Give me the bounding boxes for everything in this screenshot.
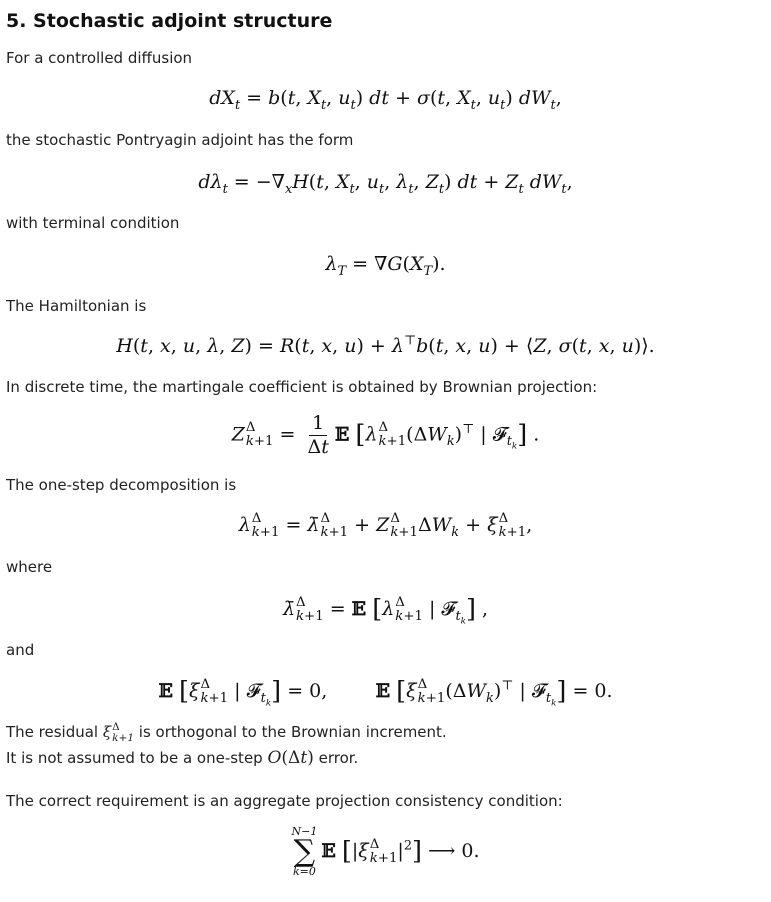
paragraph-hamiltonian: The Hamiltonian is — [6, 297, 147, 315]
equation-conditional-mean: λ̄ Δ k+1 = 𝔼 [λ Δ k+1 | 𝓕$_{t_k}$] , — [282, 594, 489, 627]
paragraph-terminal-condition: with terminal condition — [6, 214, 180, 232]
equation-sde: $dX_t = b(t$, $X_t$, $u_t$) dt + σ(t, $X_t$, $u_t$) $dW_t$, — [209, 87, 562, 113]
equation-brownian-projection: Z Δ k+1 = $\frac{1}{\Delta t}$ 𝔼 [λ Δ k+1 $(\Delta W_k)^⊤$ | 𝓕$_{t_k}$] . — [231, 412, 540, 458]
paragraph-not-assumed: It is not assumed to be a one-step O(Δt) error. — [6, 748, 359, 768]
section-heading: 5. Stochastic adjoint structure — [6, 10, 333, 32]
paragraph-and: and — [6, 641, 35, 659]
paragraph-one-step: The one-step decomposition is — [6, 476, 237, 494]
paragraph-discrete-time: In discrete time, the martingale coefficient is obtained by Brownian projection: — [6, 378, 598, 396]
equation-decomposition: λ Δ k+1 = λ̄ Δ k+1 + Z Δ k+1 $\Delta W_k + \xi$ Δ k+1 , — [238, 511, 533, 540]
equation-adjoint: $d\lambda_t = -\nabla_xH(t$, $X_t$, $u_t$, $\lambda_t$, $Z_t$) dt + $Z_t$ $dW_t$, — [198, 171, 573, 197]
paragraph-requirement: The correct requirement is an aggregate projection consistency condition: — [6, 792, 563, 810]
equation-terminal: $\lambda_T = \nabla G(X_T)$. — [325, 253, 446, 279]
paragraph-where: where — [6, 558, 53, 576]
equation-aggregate-condition: N−1 ∑ k=0 𝔼 [|ξ Δ k+1 $|^2$] ⟶ 0. — [291, 825, 480, 878]
equation-hamiltonian: H(t, x, u, λ, Z) = R(t, x, u) + λ⊤b(t, x, u) + ⟨Z, σ(t, x, u)⟩. — [116, 333, 655, 357]
paragraph-adjoint-form: the stochastic Pontryagin adjoint has the form — [6, 131, 354, 149]
paragraph-residual: The residual ξ Δ k+1 is orthogonal to the Brownian increment. — [6, 721, 447, 745]
paragraph-controlled-diffusion: For a controlled diffusion — [6, 49, 193, 67]
equation-orthogonality: 𝔼 [ξ Δ k+1 | 𝓕$_{t_k}$] = 0, 𝔼 [ξ Δ k+1 $(\Delta W_k)^⊤$ | 𝓕$_{t_k}$] = 0. — [158, 676, 613, 709]
